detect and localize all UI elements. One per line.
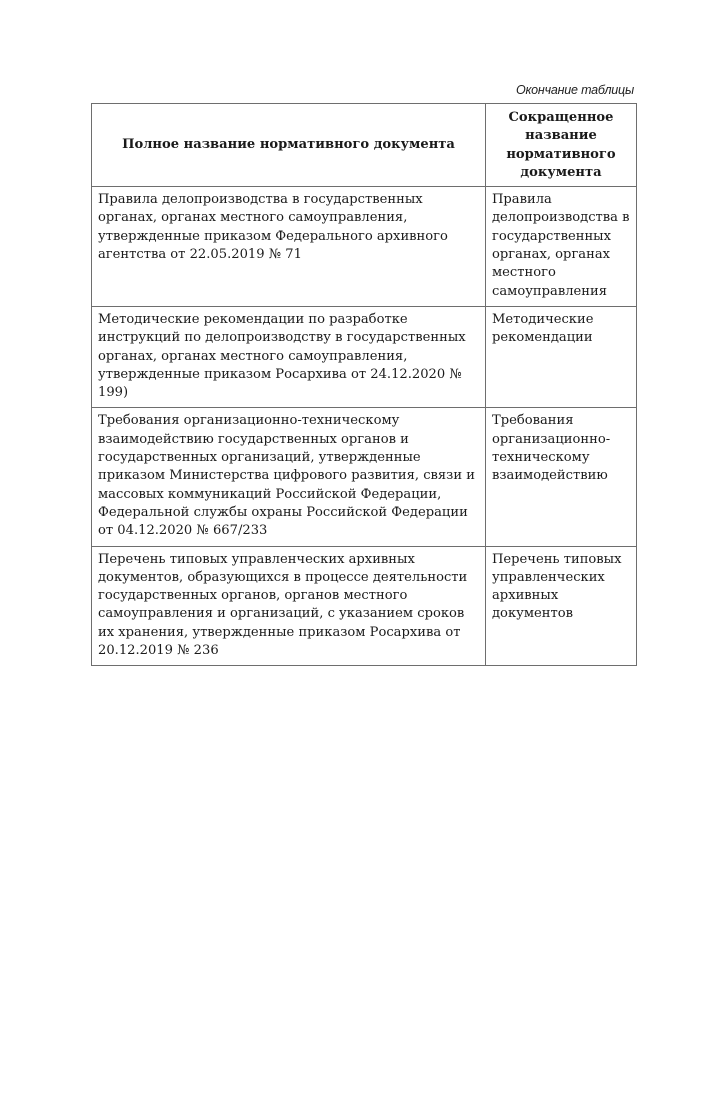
full-name-cell: Требования организационно-техническому взаимодействию государственных органов и государственных организаций, утвержденные приказом Министерства цифрового развития, связи и массовых коммуникаций Российской Федерации, Федеральной службы охраны Российской Федерации от 04.12.2020 № 667/233 [92, 408, 486, 546]
short-name-cell: Методические рекомендации [486, 306, 637, 407]
documents-table [91, 103, 637, 666]
table-row [92, 546, 637, 666]
short-name-cell: Перечень типовых управленческих архивных документов [486, 546, 637, 666]
full-name-cell: Методические рекомендации по разработке инструкций по делопроизводству в государственных органах, органах местного самоуправления, утвержденные приказом Росархива от 24.12.2020 № 199) [92, 306, 486, 407]
header-full-name: Полное название нормативного документа [92, 104, 486, 187]
short-name-cell: Правила делопроизводства в государственных органах, органах местного самоуправления [486, 187, 637, 307]
table-row [92, 306, 637, 407]
full-name-cell: Перечень типовых управленческих архивных документов, образующихся в процессе деятельности государственных органов, органов местного самоуправления и организаций, с указанием сроков их хранения, утвержденные приказом Росархива от 20.12.2019 № 236 [92, 546, 486, 666]
full-name-cell: Правила делопроизводства в государственных органах, органах местного самоуправления, утвержденные приказом Федерального архивного агентства от 22.05.2019 № 71 [92, 187, 486, 307]
table-row [92, 187, 637, 307]
header-short-name: Сокращенное название нормативного документа [486, 104, 637, 187]
table-header-row [92, 104, 637, 187]
table-row [92, 408, 637, 546]
short-name-cell: Требования организационно-техническому взаимодействию [486, 408, 637, 546]
table-continuation-caption: Окончание таблицы [515, 83, 634, 97]
